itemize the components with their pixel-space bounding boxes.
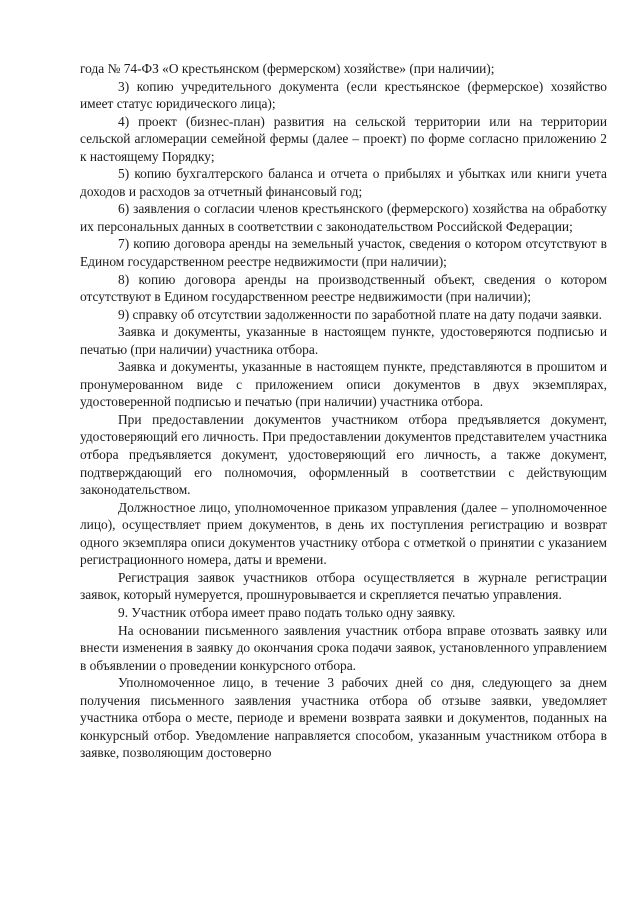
paragraph-item-4: 4) проект (бизнес-план) развития на сельской территории или на территории сельской агломерации семейной фермы (далее – проект) по форме согласно приложению 2 к настоящему Порядку;	[80, 113, 607, 164]
paragraph-authorized-person: Должностное лицо, уполномоченное приказом управления (далее – уполномоченное лицо), осуществляет прием документов, в день их поступления регистрацию и возврат одного экземпляра описи документов участнику отбора с отметкой о принятии с указанием регистрационного номера, даты и времени.	[80, 499, 607, 568]
paragraph-certification: Заявка и документы, указанные в настоящем пункте, удостоверяются подписью и печатью (при наличии) участника отбора.	[80, 324, 607, 357]
paragraph-item-9: 9) справку об отсутствии задолженности по заработной плате на дату подачи заявки.	[118, 306, 603, 322]
paragraph-submission-format: Заявка и документы, указанные в настоящем пункте, представляются в прошитом и пронумерованном виде с приложением описи документов в двух экземплярах, удостоверенной подписью и печатью (при наличии) участника отбора.	[80, 359, 607, 410]
paragraph-withdrawal: На основании письменного заявления участник отбора вправе отозвать заявку или внести изменения в заявку до окончания срока подачи заявок, установленного управлением в объявлении о проведении конкурсного отбора.	[80, 622, 607, 673]
paragraph-item-5: 5) копию бухгалтерского баланса и отчета о прибылях и убытках или книги учета доходов и расходов за отчетный финансовый год;	[80, 166, 607, 199]
paragraph-notification: Уполномоченное лицо, в течение 3 рабочих дней со дня, следующего за днем получения письменного заявления участника отбора об отзыве заявки, уведомляет участника отбора о месте, периоде и времени возврата заявки и документов, поданных на конкурсный отбор. Уведомление направляется способом, указанным участником отбора в заявке, позволяющим достоверно	[80, 675, 607, 761]
paragraph-item-8: 8) копию договора аренды на производственный объект, сведения о котором отсутствуют в Едином государственном реестре недвижимости (при наличии);	[80, 271, 607, 305]
paragraph-clause-9: 9. Участник отбора имеет право подать только одну заявку.	[118, 604, 456, 620]
paragraph-item-6: 6) заявления о согласии членов крестьянского (фермерского) хозяйства на обработку их персональных данных в соответствии с законодательством Российской Федерации;	[80, 201, 607, 234]
document-page	[80, 60, 607, 762]
paragraph-registration-journal: Регистрация заявок участников отбора осуществляется в журнале регистрации заявок, который нумеруется, прошнуровывается и скрепляется печатью управления.	[80, 569, 607, 603]
paragraph-identity-documents: При предоставлении документов участником отбора предъявляется документ, удостоверяющий его личность. При предоставлении документов представителем участника отбора предъявляется документ, удостоверяющий его личность, а также документ, подтверждающий его полномочия, оформленный в соответствии с действующим законодательством.	[80, 411, 607, 498]
paragraph-law-reference: года № 74-ФЗ «О крестьянском (фермерском) хозяйстве» (при наличии);	[80, 61, 495, 76]
paragraph-item-3: 3) копию учредительного документа (если крестьянское (фермерское) хозяйство имеет статус юридического лица);	[80, 78, 607, 112]
paragraph-item-7: 7) копию договора аренды на земельный участок, сведения о котором отсутствуют в Едином государственном реестре недвижимости (при наличии);	[80, 236, 607, 270]
